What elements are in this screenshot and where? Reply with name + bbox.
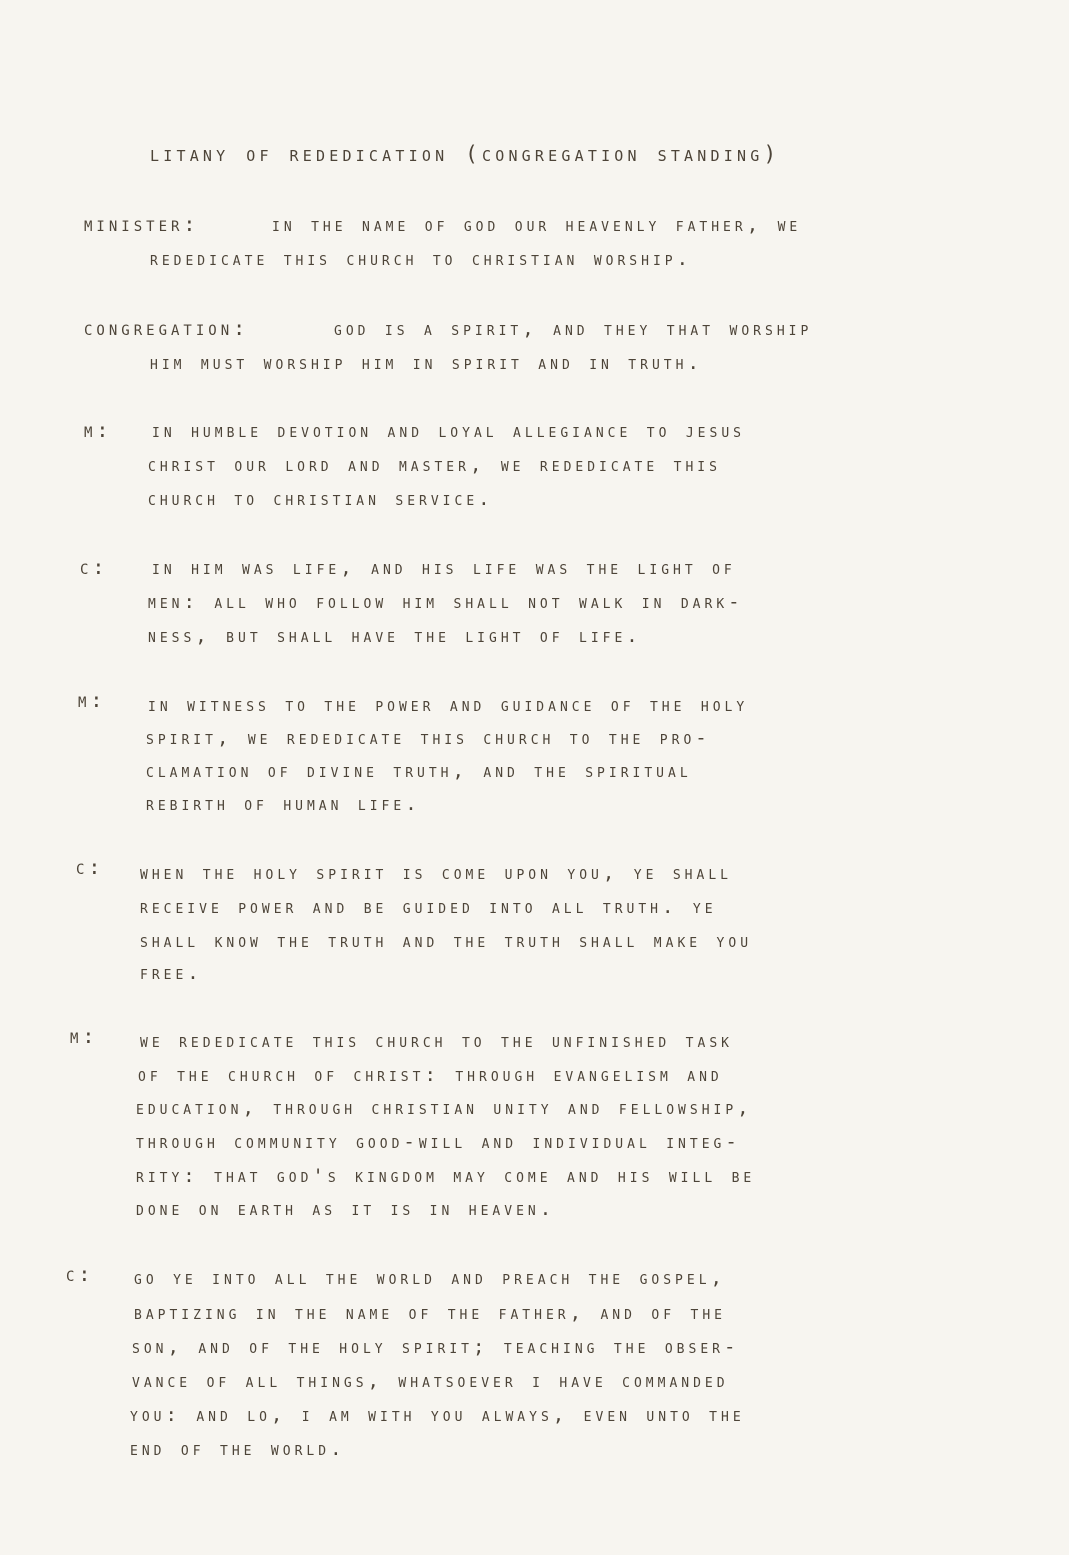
litany-line: you: and lo, i am with you always, even unto the [130, 1404, 745, 1426]
speaker-label: congregation: [84, 316, 250, 340]
speaker-label: c: [66, 1262, 95, 1286]
litany-line: rededicate this church to christian worship. [150, 248, 693, 270]
litany-line: spirit, we rededicate this church to the pro- [146, 727, 711, 749]
litany-line: vance of all things, whatsoever i have commanded [132, 1370, 729, 1392]
litany-line: men: all who follow him shall not walk in dark- [148, 591, 744, 613]
litany-line: through community good-will and individual integ- [136, 1131, 741, 1153]
litany-line: education, through christian unity and fellowship, [136, 1097, 753, 1119]
litany-line: we rededicate this church to the unfinished task [140, 1030, 733, 1052]
litany-line: god is a spirit, and they that worship [334, 318, 813, 340]
litany-line: free. [140, 962, 203, 984]
litany-line: son, and of the holy spirit; teaching the obser- [132, 1336, 740, 1358]
document-title: litany of rededication (congregation standing) [150, 142, 781, 166]
litany-line: shall know the truth and the truth shall make you [140, 930, 753, 952]
litany-line: ness, but shall have the light of life. [148, 625, 642, 647]
litany-line: rebirth of human life. [146, 793, 421, 815]
litany-line: rity: that god's kingdom may come and his will be [136, 1165, 756, 1187]
litany-line: receive power and be guided into all truth. ye [140, 896, 717, 918]
litany-line: him must worship him in spirit and in truth. [150, 352, 703, 374]
speaker-label: minister: [84, 212, 200, 236]
litany-line: church to christian service. [148, 488, 494, 510]
litany-line: done on earth as it is in heaven. [136, 1198, 556, 1220]
litany-line: when the holy spirit is come upon you, ye shall [140, 862, 732, 884]
litany-line: baptizing in the name of the father, and of the [134, 1302, 726, 1324]
litany-line: in him was life, and his life was the light of [152, 557, 736, 579]
litany-line: in the name of god our heavenly father, we [272, 214, 802, 236]
litany-line: christ our lord and master, we rededicate this [148, 454, 721, 476]
speaker-label: m: [84, 418, 113, 442]
speaker-label: c: [80, 555, 109, 579]
speaker-label: m: [70, 1024, 99, 1048]
litany-line: go ye into all the world and preach the gospel, [134, 1267, 726, 1289]
litany-line: clamation of divine truth, and the spiritual [146, 760, 692, 782]
speaker-label: m: [78, 688, 107, 712]
litany-line: of the church of christ: through evangelism and [138, 1064, 723, 1086]
litany-line: in witness to the power and guidance of the holy [148, 694, 749, 716]
litany-line: in humble devotion and loyal allegiance to jesus [152, 420, 745, 442]
litany-line: end of the world. [130, 1438, 346, 1460]
speaker-label: c: [76, 855, 105, 879]
